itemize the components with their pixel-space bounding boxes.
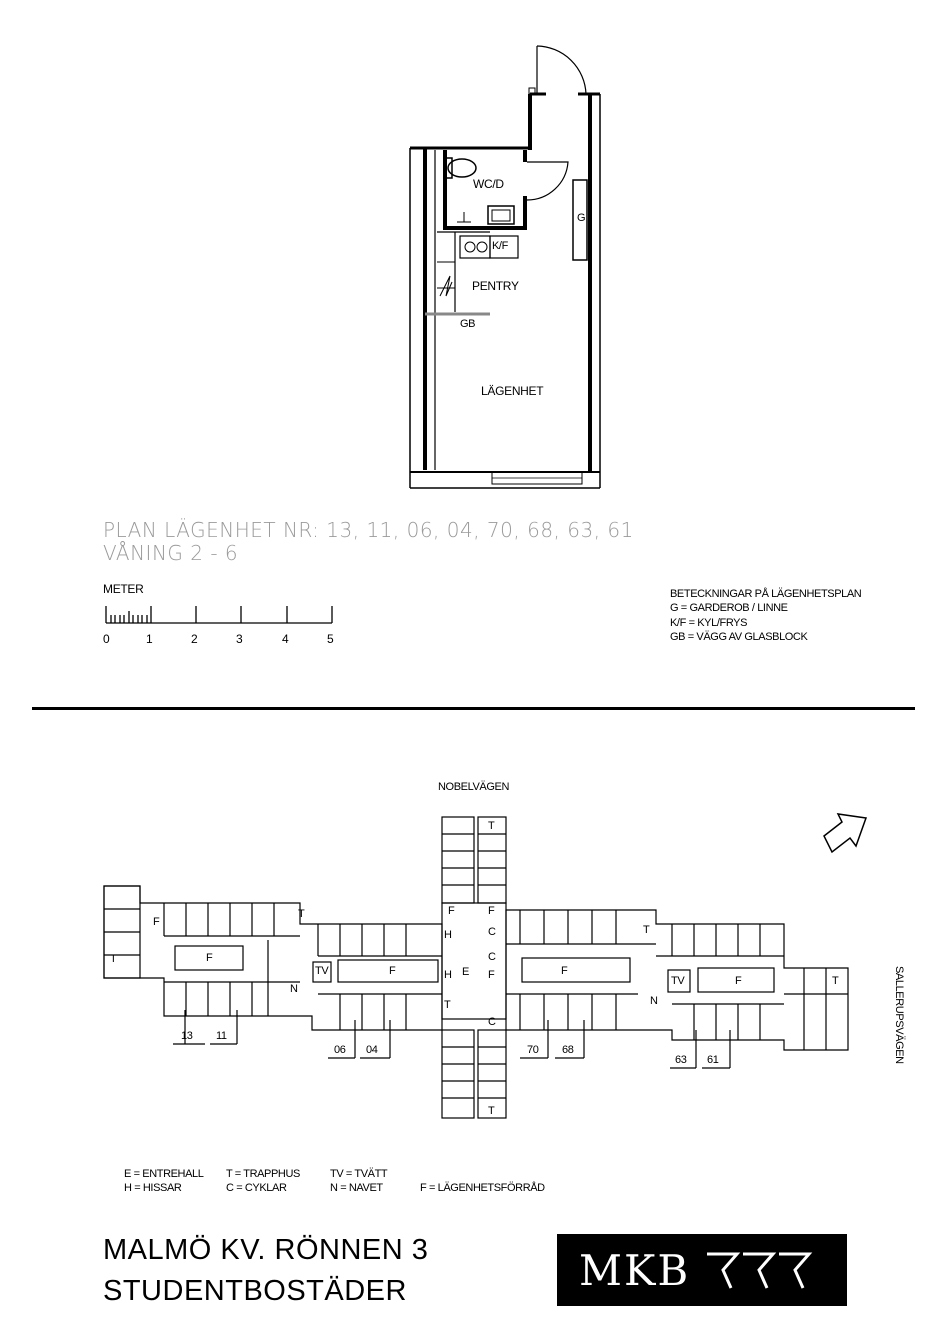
plan-legend-item: K/F = KYL/FRYS	[670, 617, 748, 629]
mkb-logo-text: MKB	[579, 1246, 691, 1295]
north-arrow-icon	[824, 814, 866, 852]
site-code-c: C	[488, 1016, 496, 1028]
site-code-f: F	[488, 969, 495, 981]
unit-label-63: 63	[675, 1054, 687, 1066]
room-label-wc: WC/D	[473, 177, 504, 191]
site-code-h: H	[444, 929, 452, 941]
scale-tick-0: 0	[103, 632, 110, 646]
site-code-t: T	[444, 999, 451, 1011]
room-label-lagenhet: LÄGENHET	[481, 384, 544, 398]
plan-legend-item: GB = VÄGG AV GLASBLOCK	[670, 631, 808, 643]
site-legend-item: TV = TVÄTT	[330, 1168, 388, 1180]
site-code-f: F	[488, 905, 495, 917]
scale-tick-1: 1	[146, 632, 153, 646]
scale-tick-2: 2	[191, 632, 198, 646]
site-code-h: H	[444, 969, 452, 981]
site-code-f: F	[206, 952, 213, 964]
site-code-f: F	[735, 975, 742, 987]
plan-caption-line1: PLAN LÄGENHET NR: 13, 11, 06, 04, 70, 68, 63, 61	[103, 518, 634, 542]
site-code-f: F	[448, 905, 455, 917]
scale-tick-5: 5	[327, 632, 334, 646]
scale-tick-3: 3	[236, 632, 243, 646]
mkb-logo	[557, 1234, 847, 1306]
site-code-c: C	[488, 951, 496, 963]
site-code-t: T	[643, 924, 650, 936]
site-code-t: T	[832, 975, 839, 987]
project-title: MALMÖ KV. RÖNNEN 3	[103, 1234, 429, 1266]
unit-label-11: 11	[216, 1030, 227, 1042]
room-label-pentry: PENTRY	[472, 279, 519, 293]
plan-legend-title: BETECKNINGAR PÅ LÄGENHETSPLAN	[670, 588, 862, 600]
scale-tick-4: 4	[282, 632, 289, 646]
street-label-right: SALLERUPSVÄGEN	[893, 966, 905, 1064]
site-code-t: T	[488, 1105, 495, 1117]
site-legend-item: C = CYKLAR	[226, 1182, 287, 1194]
site-code-f: F	[153, 916, 160, 928]
unit-label-68: 68	[562, 1044, 574, 1056]
site-legend-item: E = ENTREHALL	[124, 1168, 204, 1180]
site-code-tv: TV	[315, 965, 329, 977]
unit-label-61: 61	[707, 1054, 719, 1066]
site-legend-item: F = LÄGENHETSFÖRRÅD	[420, 1182, 545, 1194]
site-code-f: F	[389, 965, 396, 977]
mkb-logo-chevrons-icon	[557, 1234, 847, 1306]
street-label-top: NOBELVÄGEN	[438, 781, 509, 793]
site-code-t: T	[110, 953, 117, 965]
unit-label-13: 13	[181, 1030, 193, 1042]
site-code-n: N	[650, 995, 658, 1007]
site-code-n: N	[290, 983, 298, 995]
unit-label-70: 70	[527, 1044, 539, 1056]
site-legend-item: H = HISSAR	[124, 1182, 182, 1194]
project-subtitle: STUDENTBOSTÄDER	[103, 1275, 407, 1307]
scale-unit-label: METER	[103, 582, 144, 596]
plan-caption-line2: VÅNING 2 - 6	[103, 541, 239, 565]
site-legend-item: N = NAVET	[330, 1182, 383, 1194]
site-code-e: E	[462, 966, 469, 978]
room-label-g: G	[577, 212, 586, 224]
unit-label-04: 04	[366, 1044, 378, 1056]
room-label-kf: K/F	[492, 240, 508, 252]
site-code-t: T	[488, 820, 495, 832]
room-label-gb: GB	[460, 318, 476, 330]
site-legend-item: T = TRAPPHUS	[226, 1168, 300, 1180]
unit-label-06: 06	[334, 1044, 346, 1056]
site-code-f: F	[561, 965, 568, 977]
site-code-tv: TV	[671, 975, 685, 987]
site-code-t: T	[298, 908, 305, 920]
plan-legend-item: G = GARDEROB / LINNE	[670, 602, 788, 614]
site-code-c: C	[488, 926, 496, 938]
